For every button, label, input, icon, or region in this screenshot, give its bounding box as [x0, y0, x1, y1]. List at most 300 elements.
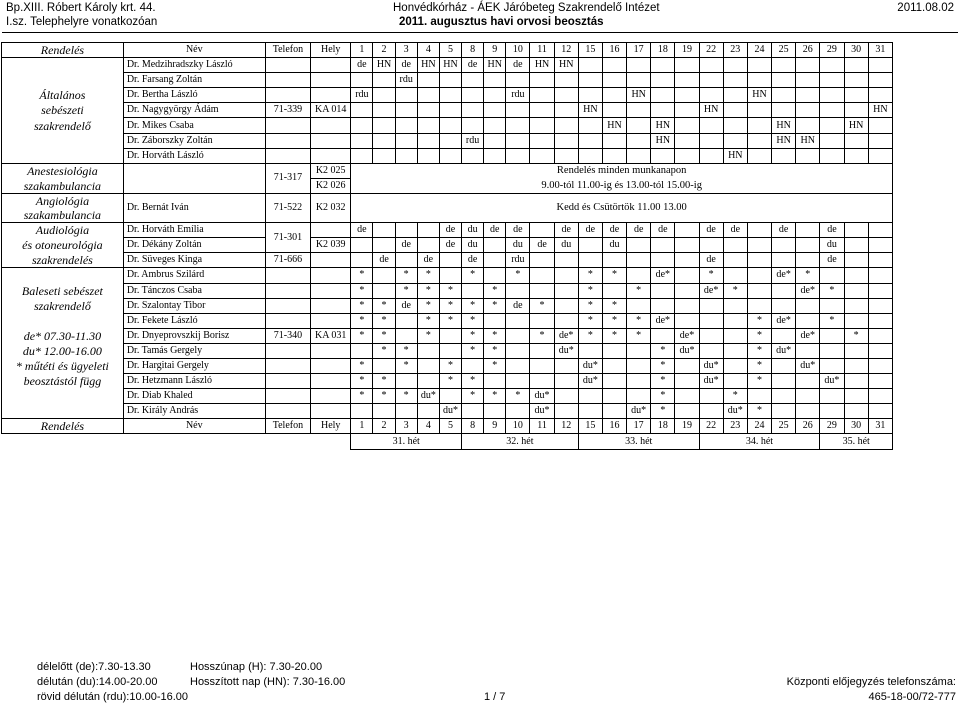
table-row	[2, 343, 893, 358]
day-cell	[351, 404, 373, 419]
day-cell	[820, 328, 844, 343]
day-cell	[699, 328, 723, 343]
day-cell: du*	[578, 374, 602, 389]
day-cell	[651, 73, 675, 88]
day-cell	[772, 374, 796, 389]
day-cell: de*	[699, 283, 723, 298]
day-cell	[484, 103, 506, 118]
day-cell	[844, 313, 868, 328]
day-cell: HN	[602, 118, 626, 133]
day-cell	[578, 118, 602, 133]
day-cell: de	[627, 223, 651, 238]
day-cell: *	[395, 268, 417, 283]
day-cell	[439, 328, 461, 343]
day-cell	[868, 313, 892, 328]
day-cell	[723, 88, 747, 103]
day-cell	[868, 88, 892, 103]
day-cell: *	[395, 343, 417, 358]
day-cell	[395, 88, 417, 103]
day-cell: HN	[868, 103, 892, 118]
day-cell	[747, 58, 771, 73]
day-cell	[651, 238, 675, 253]
day-cell	[627, 358, 651, 373]
day-cell	[602, 404, 626, 419]
day-cell	[417, 223, 439, 238]
day-cell	[602, 58, 626, 73]
day-cell	[530, 313, 554, 328]
day-cell	[506, 148, 530, 163]
day-cell	[820, 133, 844, 148]
category-cell: beosztástól függ	[2, 374, 124, 389]
day-cell	[578, 343, 602, 358]
table-row	[2, 253, 893, 268]
day-cell: *	[506, 268, 530, 283]
header-telefon: Telefon	[265, 43, 310, 58]
day-cell	[602, 343, 626, 358]
day-cell: *	[820, 313, 844, 328]
day-cell	[723, 253, 747, 268]
day-cell	[747, 253, 771, 268]
day-cell	[820, 148, 844, 163]
day-cell	[578, 404, 602, 419]
day-cell	[602, 73, 626, 88]
day-cell	[868, 404, 892, 419]
day-cell	[484, 253, 506, 268]
day-cell: *	[462, 389, 484, 404]
day-cell	[554, 358, 578, 373]
day-cell	[772, 103, 796, 118]
doctor-name: Dr. Bernát Iván	[123, 193, 265, 222]
day-cell	[820, 389, 844, 404]
day-cell: de	[506, 58, 530, 73]
day-cell	[772, 358, 796, 373]
day-cell: *	[462, 374, 484, 389]
day-cell	[723, 238, 747, 253]
day-cell	[723, 58, 747, 73]
day-cell: *	[530, 328, 554, 343]
day-cell	[796, 103, 820, 118]
doctor-name: Dr. Hetzmann László	[123, 374, 265, 389]
place-cell	[311, 118, 351, 133]
day-cell	[530, 88, 554, 103]
day-cell	[554, 253, 578, 268]
day-cell	[868, 253, 892, 268]
place-cell	[311, 133, 351, 148]
day-cell	[530, 223, 554, 238]
day-cell	[439, 268, 461, 283]
day-cell: *	[462, 343, 484, 358]
day-cell	[675, 223, 699, 238]
day-cell	[602, 374, 626, 389]
header-day: 31	[868, 43, 892, 58]
day-cell	[417, 358, 439, 373]
day-cell	[699, 404, 723, 419]
header-rendeles: Rendelés	[2, 43, 124, 58]
table-row	[2, 103, 893, 118]
day-cell	[395, 148, 417, 163]
day-cell	[675, 283, 699, 298]
category-cell	[2, 268, 124, 283]
day-cell	[439, 118, 461, 133]
day-cell: du*	[723, 404, 747, 419]
header-day: 19	[675, 419, 699, 434]
day-cell	[796, 389, 820, 404]
day-cell	[675, 374, 699, 389]
day-cell: *	[417, 268, 439, 283]
day-cell: du	[506, 238, 530, 253]
legend-morning: délelőtt (de):7.30-13.30	[37, 661, 151, 673]
day-cell	[651, 103, 675, 118]
table-row	[2, 283, 893, 298]
day-cell	[373, 223, 395, 238]
day-cell	[578, 73, 602, 88]
doctor-name: Dr. Záborszky Zoltán	[123, 133, 265, 148]
day-cell	[439, 88, 461, 103]
header-address: Bp.XIII. Róbert Károly krt. 44.	[6, 2, 156, 14]
header-day: 29	[820, 419, 844, 434]
doctor-name: Dr. Nagygyörgy Ádám	[123, 103, 265, 118]
category-cell	[2, 389, 124, 404]
day-cell	[351, 133, 373, 148]
day-cell	[820, 118, 844, 133]
day-cell	[439, 148, 461, 163]
header-day: 12	[554, 43, 578, 58]
day-cell: *	[351, 313, 373, 328]
day-cell	[675, 73, 699, 88]
day-cell	[651, 148, 675, 163]
day-cell: rdu	[506, 88, 530, 103]
place-cell: KA 031	[311, 328, 351, 343]
table-row	[2, 313, 893, 328]
doctor-name: Dr. Horváth Emília	[123, 223, 265, 238]
day-cell	[530, 118, 554, 133]
header-day: 30	[844, 419, 868, 434]
day-cell: *	[747, 343, 771, 358]
day-cell	[868, 118, 892, 133]
day-cell	[484, 88, 506, 103]
day-cell: HN	[439, 58, 461, 73]
day-cell: du	[602, 238, 626, 253]
day-cell: HN	[651, 133, 675, 148]
day-cell: *	[602, 328, 626, 343]
day-cell: rdu	[462, 133, 484, 148]
category-cell: szakambulancia	[2, 178, 124, 193]
header-day: 12	[554, 419, 578, 434]
table-row	[2, 268, 893, 283]
header-date: 2011.08.02	[897, 2, 954, 14]
day-cell	[554, 374, 578, 389]
table-row	[2, 298, 893, 313]
day-cell: *	[484, 283, 506, 298]
phone-cell: 71-317	[265, 163, 310, 193]
day-cell	[627, 268, 651, 283]
day-cell: du*	[439, 404, 461, 419]
day-cell	[484, 118, 506, 133]
day-cell: de	[417, 253, 439, 268]
header-day: 11	[530, 419, 554, 434]
day-cell: *	[602, 298, 626, 313]
header-day: 9	[484, 43, 506, 58]
table-row	[2, 404, 893, 419]
header-day: 25	[772, 419, 796, 434]
day-cell	[506, 118, 530, 133]
day-cell	[772, 58, 796, 73]
doctor-name: Dr. Dékány Zoltán	[123, 238, 265, 253]
header-day: 29	[820, 43, 844, 58]
day-cell	[506, 343, 530, 358]
day-cell: *	[439, 298, 461, 313]
day-cell: HN	[627, 88, 651, 103]
day-cell	[844, 389, 868, 404]
place-cell: K2 039	[311, 238, 351, 253]
day-cell	[675, 313, 699, 328]
day-cell: *	[484, 358, 506, 373]
day-cell: du	[462, 238, 484, 253]
day-cell: *	[844, 328, 868, 343]
table-row	[2, 133, 893, 148]
day-cell: de*	[772, 268, 796, 283]
day-cell	[844, 253, 868, 268]
day-cell	[723, 313, 747, 328]
day-cell	[675, 133, 699, 148]
day-cell	[530, 103, 554, 118]
day-cell	[796, 298, 820, 313]
anest-info-line1: Rendelés minden munkanapon	[351, 163, 893, 178]
day-cell	[627, 133, 651, 148]
day-cell: HN	[373, 58, 395, 73]
day-cell	[675, 404, 699, 419]
header-day: 4	[417, 419, 439, 434]
day-cell	[868, 283, 892, 298]
header-nev: Név	[123, 419, 265, 434]
day-cell	[699, 118, 723, 133]
table-row	[2, 358, 893, 373]
doctor-name: Dr. Farsang Zoltán	[123, 73, 265, 88]
day-cell: *	[373, 313, 395, 328]
table-row	[2, 374, 893, 389]
header-day: 22	[699, 43, 723, 58]
day-cell	[351, 73, 373, 88]
day-cell	[627, 343, 651, 358]
header-day: 24	[747, 43, 771, 58]
phone-cell: 71-339	[265, 103, 310, 118]
day-cell: du*	[554, 343, 578, 358]
day-cell	[417, 88, 439, 103]
day-cell	[627, 298, 651, 313]
place-cell: K2 025	[311, 163, 351, 178]
day-cell: *	[723, 389, 747, 404]
day-cell	[820, 358, 844, 373]
day-cell	[373, 358, 395, 373]
day-cell	[530, 73, 554, 88]
day-cell	[395, 103, 417, 118]
day-cell: *	[627, 313, 651, 328]
day-cell	[417, 148, 439, 163]
day-cell: du*	[530, 389, 554, 404]
day-cell	[506, 73, 530, 88]
day-cell	[675, 298, 699, 313]
day-cell	[554, 103, 578, 118]
day-cell	[506, 404, 530, 419]
day-cell	[462, 73, 484, 88]
header-day: 1	[351, 43, 373, 58]
day-cell: de	[462, 253, 484, 268]
day-cell: *	[439, 374, 461, 389]
doctor-name: Dr. Mikes Csaba	[123, 118, 265, 133]
day-cell	[675, 103, 699, 118]
day-cell	[868, 238, 892, 253]
day-cell	[602, 283, 626, 298]
legend-extended-day: Hosszított nap (HN): 7.30-16.00	[190, 676, 346, 688]
day-cell	[796, 253, 820, 268]
day-cell	[868, 133, 892, 148]
place-cell	[311, 73, 351, 88]
day-cell	[772, 238, 796, 253]
day-cell: HN	[578, 103, 602, 118]
day-cell	[844, 103, 868, 118]
day-cell	[723, 328, 747, 343]
day-cell	[772, 283, 796, 298]
day-cell: de	[530, 238, 554, 253]
day-cell	[506, 328, 530, 343]
day-cell	[796, 313, 820, 328]
day-cell	[868, 389, 892, 404]
day-cell	[796, 343, 820, 358]
doctor-name	[123, 163, 265, 193]
day-cell	[373, 268, 395, 283]
place-cell	[311, 404, 351, 419]
table-row	[2, 223, 893, 238]
day-cell	[844, 283, 868, 298]
day-cell: de*	[772, 313, 796, 328]
day-cell: *	[373, 328, 395, 343]
phone-cell	[265, 58, 310, 73]
day-cell: *	[699, 268, 723, 283]
day-cell	[373, 148, 395, 163]
day-cell	[506, 358, 530, 373]
day-cell	[506, 103, 530, 118]
day-cell: *	[373, 389, 395, 404]
day-cell	[484, 133, 506, 148]
day-cell	[796, 374, 820, 389]
phone-cell: 71-301	[265, 223, 310, 253]
day-cell	[530, 283, 554, 298]
day-cell	[651, 283, 675, 298]
table-row	[2, 389, 893, 404]
day-cell	[868, 358, 892, 373]
day-cell: de	[395, 298, 417, 313]
day-cell	[627, 374, 651, 389]
day-cell: du*	[627, 404, 651, 419]
day-cell	[723, 118, 747, 133]
day-cell: *	[820, 283, 844, 298]
day-cell	[554, 283, 578, 298]
day-cell	[395, 118, 417, 133]
header-day: 9	[484, 419, 506, 434]
day-cell: *	[417, 283, 439, 298]
header-day: 11	[530, 43, 554, 58]
page-number: 1 / 7	[484, 691, 506, 703]
day-cell: HN	[651, 118, 675, 133]
day-cell	[484, 148, 506, 163]
day-cell	[651, 328, 675, 343]
header-day: 8	[462, 43, 484, 58]
day-cell	[675, 253, 699, 268]
day-cell: *	[395, 389, 417, 404]
legend-long-day: Hosszúnap (H): 7.30-20.00	[190, 661, 323, 673]
day-cell	[772, 389, 796, 404]
day-cell	[578, 238, 602, 253]
day-cell	[530, 343, 554, 358]
central-phone-label: Központi előjegyzés telefonszáma:	[786, 676, 956, 688]
day-cell: *	[651, 389, 675, 404]
day-cell	[844, 374, 868, 389]
day-cell	[417, 238, 439, 253]
day-cell	[868, 58, 892, 73]
day-cell: *	[439, 358, 461, 373]
day-cell	[651, 253, 675, 268]
place-cell: K2 026	[311, 178, 351, 193]
phone-cell	[265, 268, 310, 283]
day-cell	[439, 103, 461, 118]
day-cell	[723, 73, 747, 88]
phone-cell: 71-666	[265, 253, 310, 268]
day-cell	[554, 389, 578, 404]
day-cell: du*	[578, 358, 602, 373]
day-cell	[844, 298, 868, 313]
day-cell	[506, 313, 530, 328]
day-cell	[844, 88, 868, 103]
day-cell	[554, 298, 578, 313]
day-cell	[462, 148, 484, 163]
header-day: 10	[506, 43, 530, 58]
header-day: 18	[651, 43, 675, 58]
day-cell	[439, 389, 461, 404]
place-cell	[311, 343, 351, 358]
header-day: 25	[772, 43, 796, 58]
day-cell	[844, 238, 868, 253]
day-cell: *	[578, 298, 602, 313]
day-cell	[675, 358, 699, 373]
header-day: 10	[506, 419, 530, 434]
day-cell: HN	[772, 118, 796, 133]
day-cell	[627, 389, 651, 404]
day-cell: *	[578, 283, 602, 298]
day-cell	[484, 268, 506, 283]
day-cell: *	[484, 343, 506, 358]
day-cell: *	[351, 358, 373, 373]
day-cell	[351, 148, 373, 163]
week-cell: 32. hét	[462, 434, 579, 450]
day-cell	[627, 253, 651, 268]
day-cell: *	[627, 283, 651, 298]
place-cell	[311, 298, 351, 313]
day-cell: *	[506, 389, 530, 404]
category-cell	[2, 133, 124, 148]
day-cell: HN	[796, 133, 820, 148]
day-cell: *	[578, 268, 602, 283]
day-cell	[772, 298, 796, 313]
day-cell	[373, 404, 395, 419]
day-cell	[844, 133, 868, 148]
doctor-name: Dr. Medzihradszky László	[123, 58, 265, 73]
day-cell	[602, 88, 626, 103]
day-cell: *	[351, 374, 373, 389]
header-day: 17	[627, 43, 651, 58]
day-cell: de	[699, 253, 723, 268]
category-cell: szakrendelés	[2, 253, 124, 268]
category-cell: * műtéti és ügyeleti	[2, 358, 124, 373]
